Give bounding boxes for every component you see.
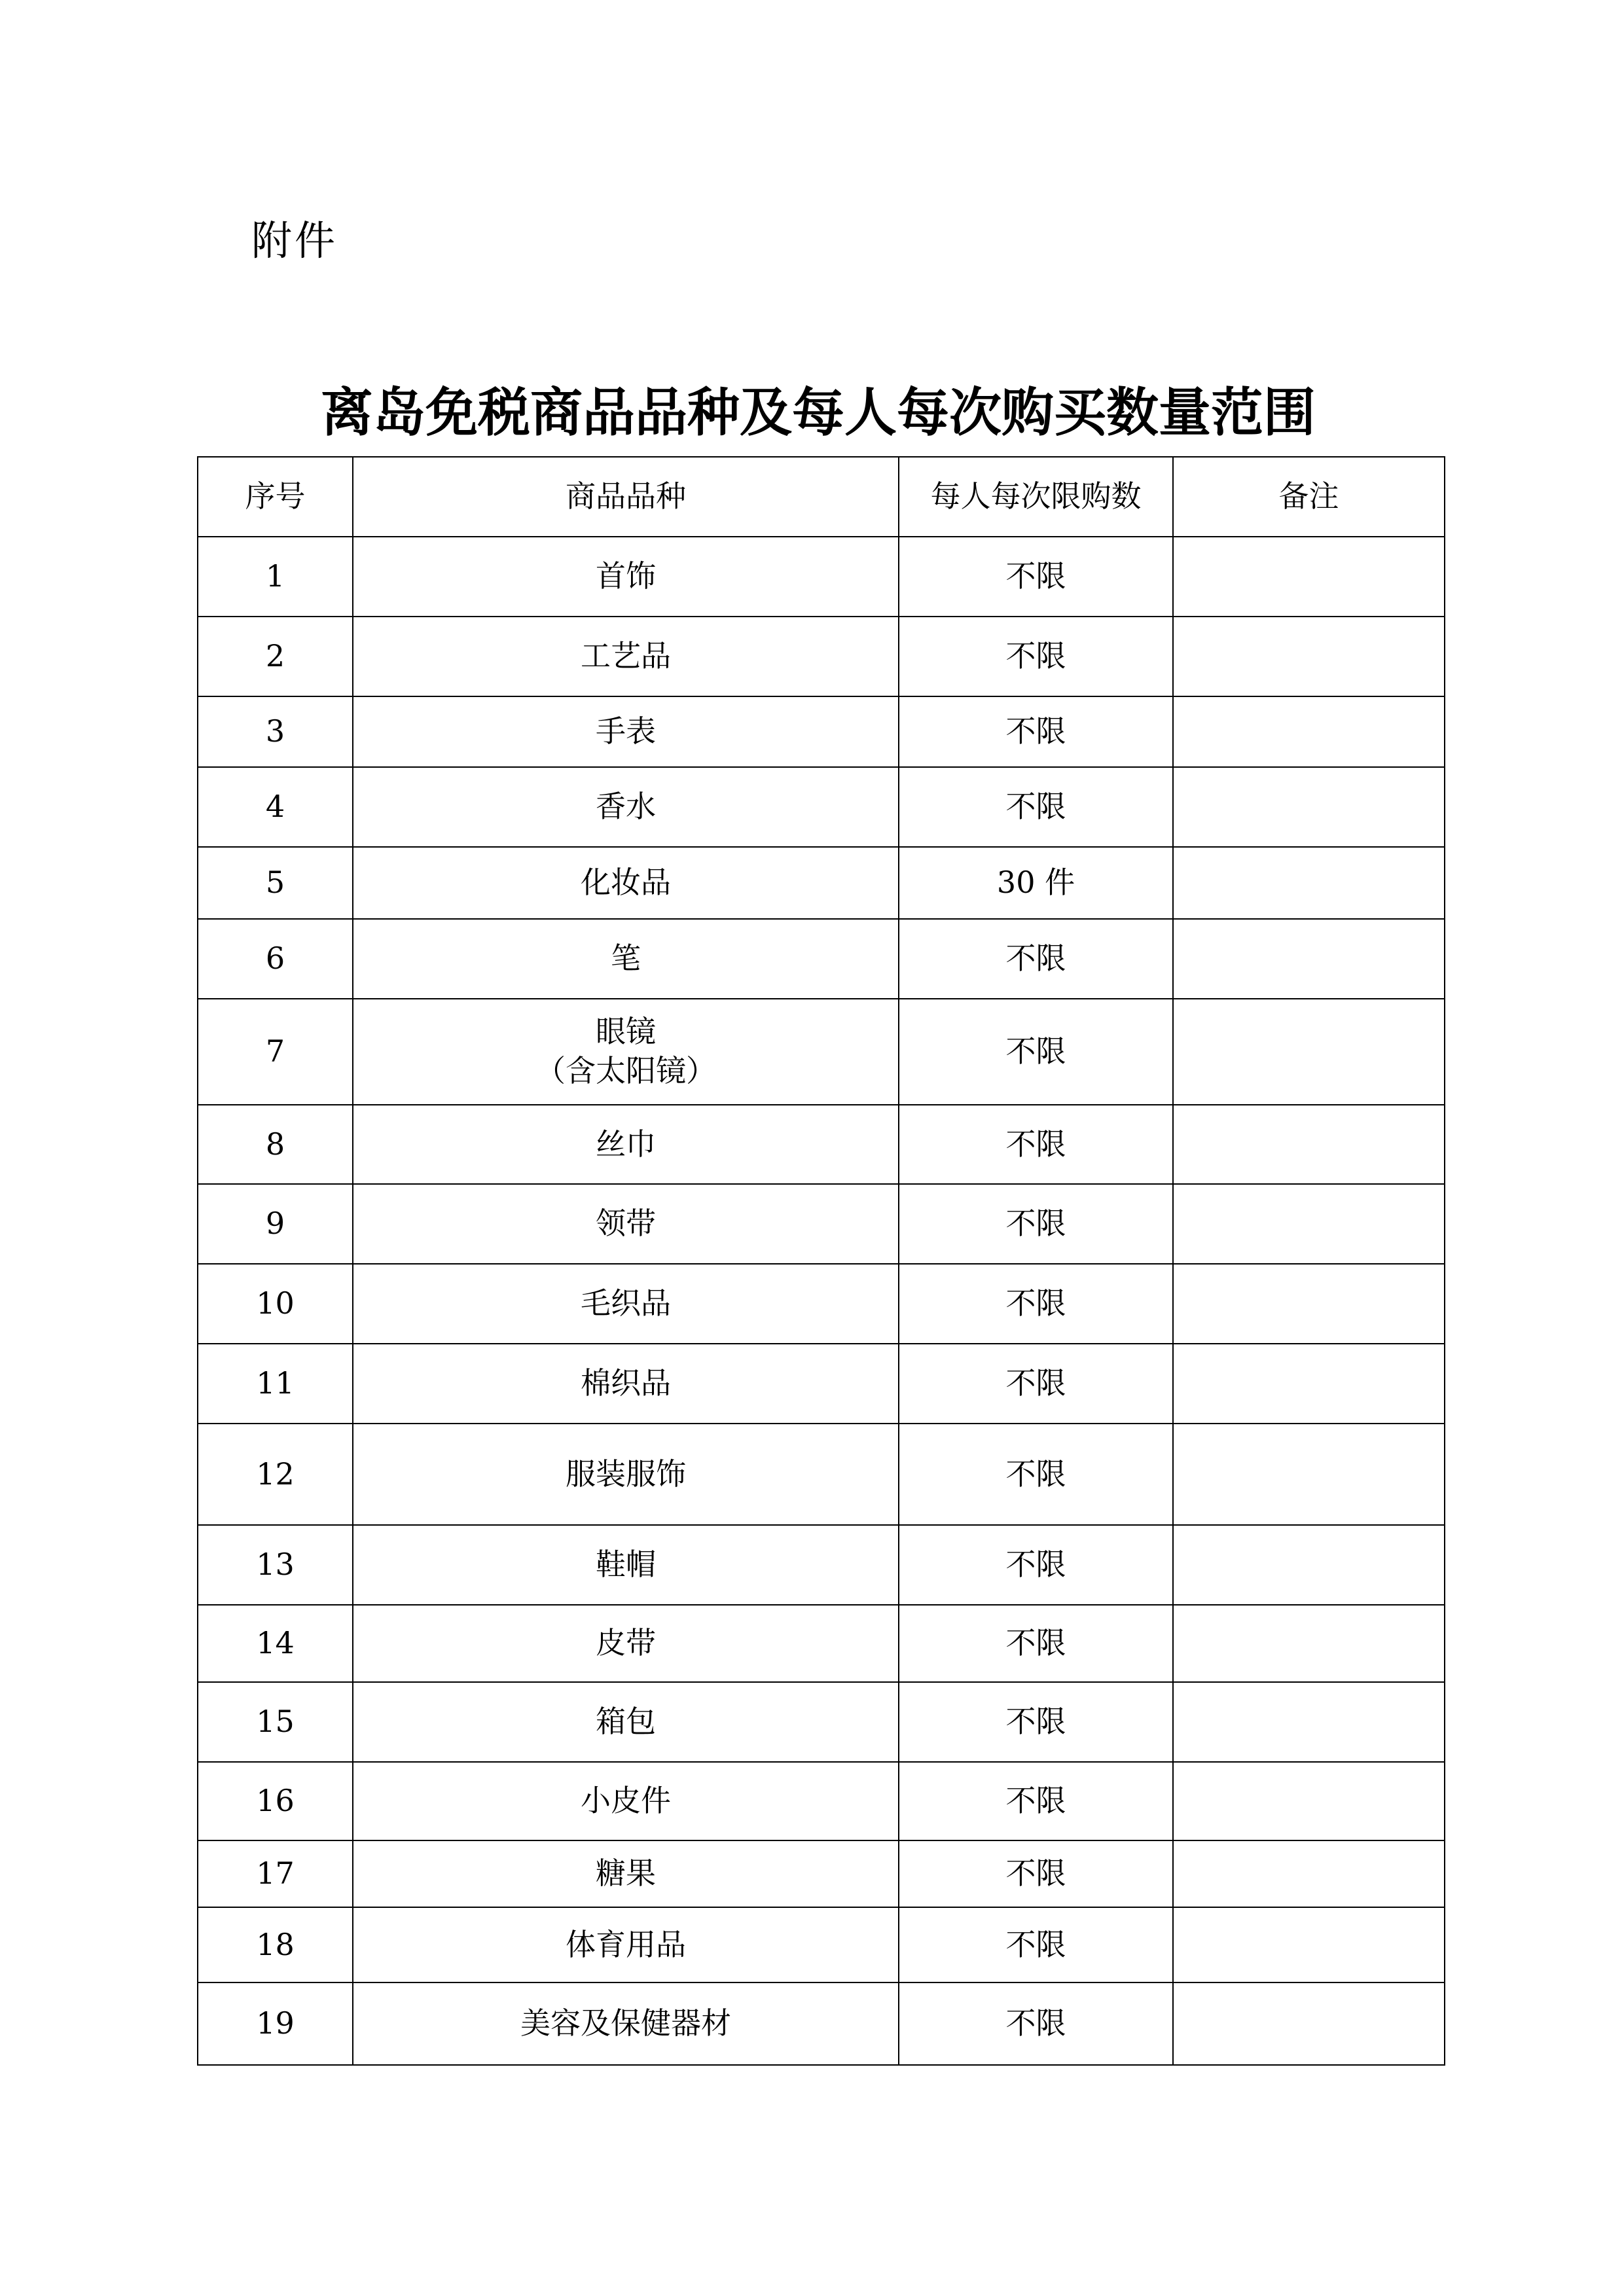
table-row: [198, 696, 1445, 767]
cell-note: [1173, 1840, 1445, 1907]
cell-note: [1173, 1184, 1445, 1264]
cell-item: 化妆品: [353, 847, 899, 919]
cell-item: 手表: [353, 696, 899, 767]
cell-seq: 4: [198, 767, 353, 847]
cell-limit: 不限: [899, 537, 1173, 617]
table-row: [198, 1605, 1445, 1682]
cell-note: [1173, 1344, 1445, 1424]
table-row: [198, 1840, 1445, 1907]
table-row: [198, 1264, 1445, 1344]
cell-limit: 不限: [899, 999, 1173, 1105]
cell-note: [1173, 1682, 1445, 1762]
cell-seq: 14: [198, 1605, 353, 1682]
cell-item: 皮带: [353, 1605, 899, 1682]
cell-note: [1173, 1762, 1445, 1840]
cell-seq: 1: [198, 537, 353, 617]
cell-limit: 不限: [899, 1184, 1173, 1264]
cell-seq: 8: [198, 1105, 353, 1184]
table-row: [198, 1982, 1445, 2065]
cell-item: 首饰: [353, 537, 899, 617]
cell-seq: 16: [198, 1762, 353, 1840]
header-seq: 序号: [198, 457, 353, 537]
table-row: [198, 919, 1445, 999]
cell-note: [1173, 999, 1445, 1105]
cell-seq: 18: [198, 1907, 353, 1982]
table-row: [198, 1424, 1445, 1525]
cell-item: 丝巾: [353, 1105, 899, 1184]
cell-seq: 19: [198, 1982, 353, 2065]
cell-note: [1173, 767, 1445, 847]
table-row: [198, 1907, 1445, 1982]
cell-note: [1173, 847, 1445, 919]
cell-limit: 不限: [899, 1907, 1173, 1982]
cell-note: [1173, 617, 1445, 696]
cell-limit: 不限: [899, 1840, 1173, 1907]
cell-item: 棉织品: [353, 1344, 899, 1424]
cell-item: 箱包: [353, 1682, 899, 1762]
header-note: 备注: [1173, 457, 1445, 537]
cell-item: 笔: [353, 919, 899, 999]
cell-item: 毛织品: [353, 1264, 899, 1344]
cell-limit: 不限: [899, 1605, 1173, 1682]
cell-limit: 不限: [899, 1264, 1173, 1344]
cell-seq: 15: [198, 1682, 353, 1762]
cell-item: 体育用品: [353, 1907, 899, 1982]
cell-limit: 不限: [899, 1105, 1173, 1184]
cell-limit: 不限: [899, 1525, 1173, 1605]
cell-item: 服装服饰: [353, 1424, 899, 1525]
cell-limit: 30 件: [899, 847, 1173, 919]
cell-item-sub: （含太阳镜）: [535, 1053, 716, 1088]
cell-item: 领带: [353, 1184, 899, 1264]
cell-item: 工艺品: [353, 617, 899, 696]
cell-note: [1173, 696, 1445, 767]
table-row: [198, 767, 1445, 847]
cell-seq: 2: [198, 617, 353, 696]
cell-seq: 17: [198, 1840, 353, 1907]
cell-item: 小皮件: [353, 1762, 899, 1840]
table-row: [198, 1344, 1445, 1424]
cell-note: [1173, 919, 1445, 999]
table-row: [198, 1184, 1445, 1264]
cell-limit: 不限: [899, 1982, 1173, 2065]
table-row: [198, 1762, 1445, 1840]
product-table: [197, 456, 1445, 2066]
table-row: [198, 1525, 1445, 1605]
table-row: [198, 847, 1445, 919]
cell-seq: 7: [198, 999, 353, 1105]
table-row: [198, 1682, 1445, 1762]
cell-item: 美容及保健器材: [353, 1982, 899, 2065]
attachment-label: 附件: [251, 217, 338, 264]
cell-seq: 13: [198, 1525, 353, 1605]
table-row: [198, 537, 1445, 617]
cell-seq: 5: [198, 847, 353, 919]
cell-note: [1173, 1105, 1445, 1184]
cell-item: [353, 999, 899, 1105]
cell-note: [1173, 1907, 1445, 1982]
table-row: [198, 617, 1445, 696]
cell-seq: 10: [198, 1264, 353, 1344]
cell-seq: 3: [198, 696, 353, 767]
cell-note: [1173, 1605, 1445, 1682]
cell-limit: 不限: [899, 696, 1173, 767]
cell-limit: 不限: [899, 767, 1173, 847]
cell-seq: 12: [198, 1424, 353, 1525]
cell-note: [1173, 537, 1445, 617]
cell-note: [1173, 1982, 1445, 2065]
table-header-row: [198, 457, 1445, 537]
cell-limit: 不限: [899, 617, 1173, 696]
cell-seq: 9: [198, 1184, 353, 1264]
table-row: [198, 1105, 1445, 1184]
cell-seq: 6: [198, 919, 353, 999]
cell-limit: 不限: [899, 1682, 1173, 1762]
cell-limit: 不限: [899, 919, 1173, 999]
cell-note: [1173, 1424, 1445, 1525]
cell-note: [1173, 1264, 1445, 1344]
table-row: [198, 999, 1445, 1105]
cell-item: 糖果: [353, 1840, 899, 1907]
cell-item: 鞋帽: [353, 1525, 899, 1605]
cell-limit: 不限: [899, 1762, 1173, 1840]
cell-seq: 11: [198, 1344, 353, 1424]
cell-item: 香水: [353, 767, 899, 847]
header-item: 商品品种: [353, 457, 899, 537]
header-limit: 每人每次限购数: [899, 457, 1173, 537]
cell-note: [1173, 1525, 1445, 1605]
document-title: 离岛免税商品品种及每人每次购买数量范围: [321, 382, 1316, 443]
cell-limit: 不限: [899, 1344, 1173, 1424]
cell-item-main: 眼镜: [596, 1014, 656, 1050]
cell-limit: 不限: [899, 1424, 1173, 1525]
